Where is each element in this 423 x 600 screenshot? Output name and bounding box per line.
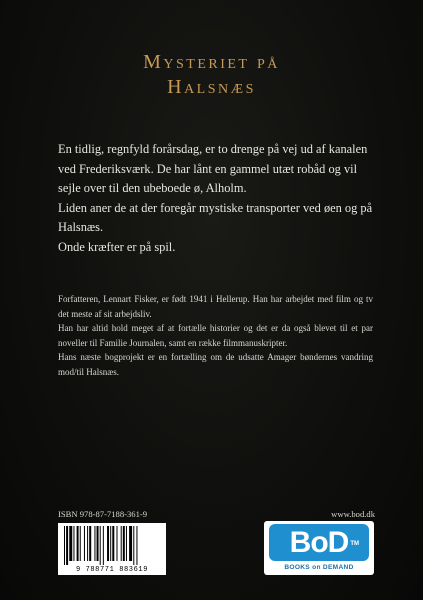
author-bio xyxy=(58,292,373,379)
barcode-bar xyxy=(100,526,101,565)
barcode-bar xyxy=(133,526,134,565)
barcode-bar xyxy=(89,526,91,561)
author-bio-paragraph: Forfatteren, Lennart Fisker, er født 1941 i Hellerup. Han har arbejdet med film og tv det meste af sit arbejdsliv. xyxy=(58,294,373,319)
title-line-2: Halsnæs xyxy=(167,76,256,98)
publisher-logo xyxy=(264,521,374,575)
barcode-bars xyxy=(58,523,166,565)
barcode-bar xyxy=(66,526,68,565)
barcode-bar xyxy=(87,526,88,561)
barcode-bar xyxy=(80,526,81,561)
bod-logo-tagline: BOOKS on DEMAND xyxy=(284,564,354,571)
barcode-bar xyxy=(117,526,118,561)
barcode-bar xyxy=(121,526,122,561)
trademark-symbol: TM xyxy=(350,541,359,547)
barcode-bar xyxy=(110,526,111,561)
bod-logo-mark xyxy=(269,524,369,561)
barcode-bar xyxy=(73,526,74,561)
barcode-bar xyxy=(107,526,109,561)
blurb xyxy=(58,140,373,257)
bod-logo-text: BoD xyxy=(289,526,349,559)
barcode-bar xyxy=(64,526,65,565)
barcode-number: 9 788771 883619 xyxy=(75,566,148,574)
author-bio-paragraph: Han har altid hold meget af at fortælle historier og det er da også blevet til et par noveller til Familie Journalen, samt en række filmmanuskripter. xyxy=(58,323,373,348)
author-bio-paragraph: Hans næste bogprojekt er en fortælling om de udsatte Amager bøndernes vandring mod/til Halsnæs. xyxy=(58,352,373,377)
blurb-paragraph: Onde kræfter er på spil. xyxy=(58,239,176,254)
barcode-bar xyxy=(84,526,85,561)
barcode-bar xyxy=(97,526,99,561)
barcode-bar xyxy=(123,526,125,561)
barcode-bar xyxy=(94,526,95,561)
title-line-1: Mysteriet på xyxy=(143,51,280,73)
barcode xyxy=(58,523,166,575)
barcode-bar xyxy=(77,526,79,561)
blurb-paragraph: Liden aner de at der foregår mystiske transporter ved øen og på Halsnæs. xyxy=(58,200,373,234)
barcode-bar xyxy=(136,526,137,565)
barcode-bar xyxy=(103,526,104,565)
blurb-paragraph: En tidlig, regnfyld forårsdag, er to drenge på vej ud af kanalen ved Frederiksværk. De har lånt en gammel utæt robåd og vil sejle over til den ubeboede ø, Alholm. xyxy=(58,142,368,195)
publisher-url: www.bod.dk xyxy=(331,509,375,519)
barcode-bar xyxy=(126,526,127,561)
barcode-bar xyxy=(69,526,72,561)
barcode-bar xyxy=(129,526,132,561)
isbn: ISBN 978-87-7188-361-9 xyxy=(58,509,148,519)
barcode-bar xyxy=(112,526,114,561)
book-title xyxy=(0,50,423,100)
